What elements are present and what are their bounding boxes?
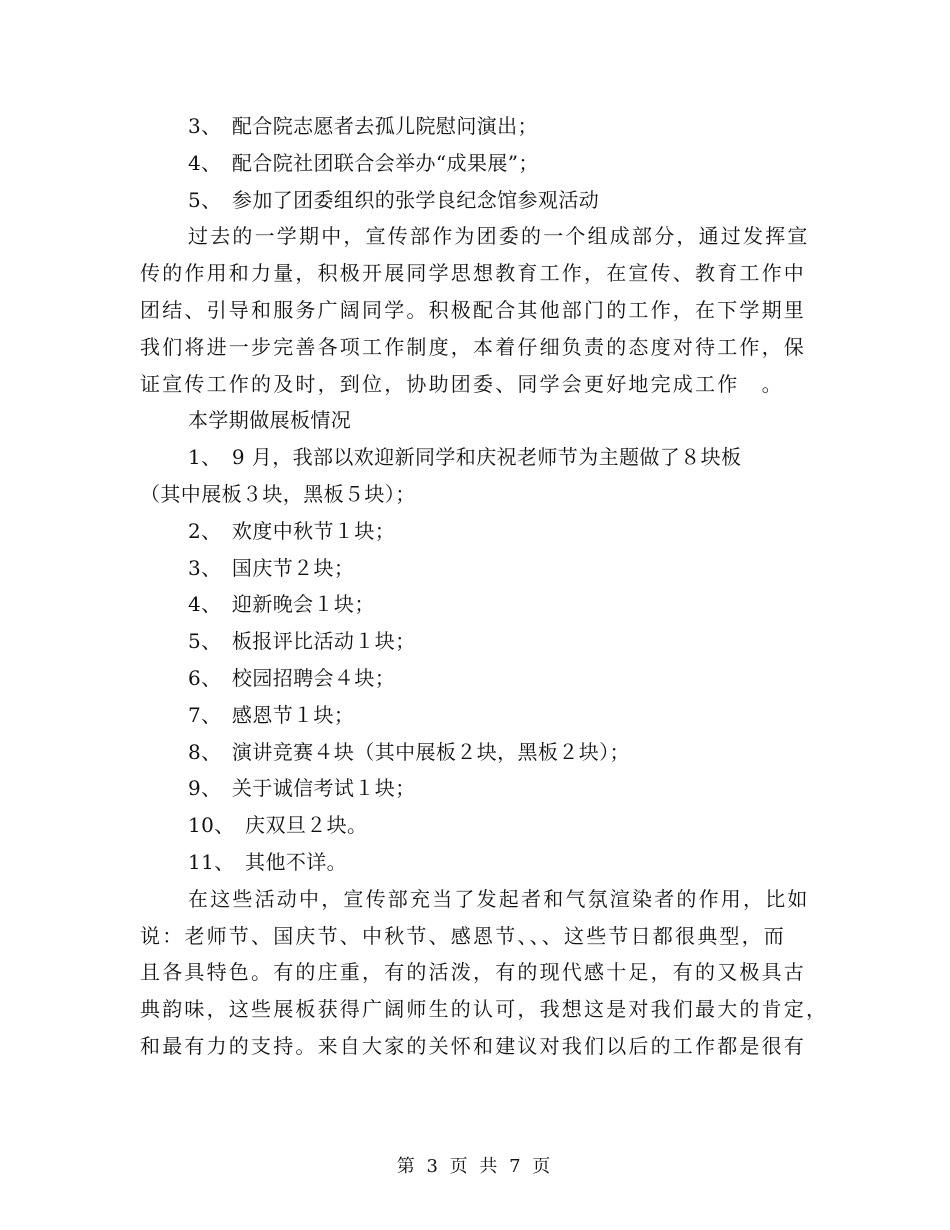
- paragraph-line: 说：老师节、国庆节、中秋节、感恩节、、、这些节日都很典型，而: [140, 923, 786, 948]
- page-number: 第 3 页 共 7 页: [396, 1156, 554, 1177]
- list-item: 5、 板报评比活动１块；: [188, 629, 416, 654]
- paragraph-line: 团结、引导和服务广阔同学。积极配合其他部门的工作，在下学期里: [140, 297, 806, 322]
- list-item: 10、 庆双旦２块。: [188, 813, 368, 838]
- paragraph-line: 传的作用和力量，积极开展同学思想教育工作，在宣传、教育工作中: [140, 261, 806, 286]
- list-item: 9、 关于诚信考试１块；: [188, 776, 416, 801]
- list-item: 5、 参加了团委组织的张学良纪念馆参观活动: [188, 187, 600, 212]
- paragraph-line: 证宣传工作的及时，到位，协助团委、同学会更好地完成工作 。: [140, 371, 784, 396]
- list-item: 8、 演讲竞赛４块（其中展板２块，黑板２块）；: [188, 739, 630, 764]
- list-item: 1、 9 月，我部以欢迎新同学和庆祝老师节为主题做了８块板: [188, 445, 742, 470]
- list-item: 4、 配合院社团联合会举办“成果展”；: [188, 150, 539, 175]
- paragraph-line: 过去的一学期中，宣传部作为团委的一个组成部分，通过发挥宣: [188, 224, 810, 249]
- paragraph-line: 和最有力的支持。来自大家的关怀和建议对我们以后的工作都是很有: [140, 1033, 806, 1058]
- list-item: 3、 配合院志愿者去孤儿院慰问演出；: [188, 114, 538, 138]
- paragraph-line: 典韵味，这些展板获得广阔师生的认可，我想这是对我们最大的肯定，: [140, 997, 829, 1022]
- list-item-continuation: （其中展板３块，黑板５块）；: [140, 481, 416, 506]
- list-item: 3、 国庆节２块；: [188, 555, 355, 580]
- paragraph-line: 且各具特色。有的庄重，有的活泼，有的现代感十足，有的又极具古: [140, 960, 806, 985]
- paragraph-line: 在这些活动中，宣传部充当了发起者和气氛渲染者的作用，比如: [188, 886, 810, 911]
- document-body: [140, 108, 829, 1065]
- section-heading: 本学期做展板情况: [188, 408, 352, 433]
- list-item: 6、 校园招聘会４块；: [188, 665, 396, 690]
- list-item: 2、 欢度中秋节１块；: [188, 518, 396, 543]
- list-item: 11、 其他不详。: [188, 849, 348, 874]
- paragraph-line: 我们将进一步完善各项工作制度，本着仔细负责的态度对待工作，保: [140, 334, 806, 359]
- list-item: 4、 迎新晚会１块；: [188, 592, 375, 617]
- list-item: 7、 感恩节１块；: [188, 702, 355, 727]
